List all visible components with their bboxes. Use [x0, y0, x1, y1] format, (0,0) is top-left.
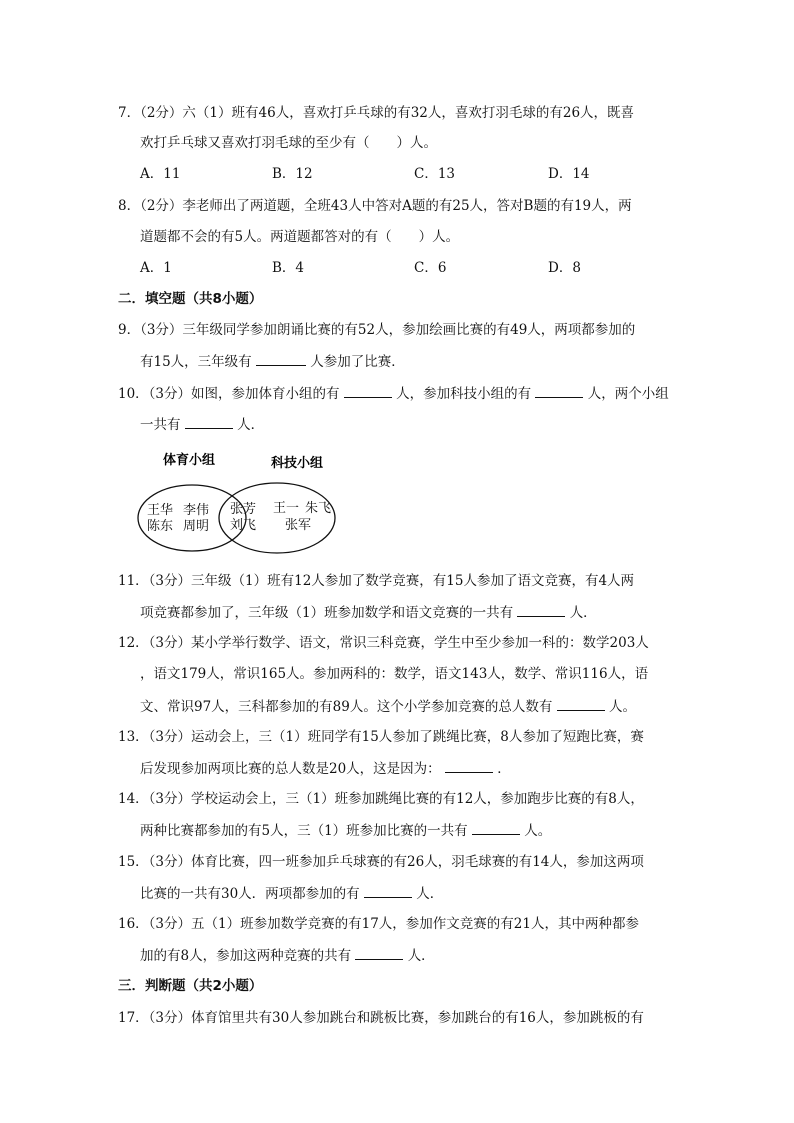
- answer-blank[interactable]: [364, 883, 412, 898]
- question-8-line-1: 8．（2分）李老师出了两道题，全班43人中答对A题的有25人，答对B题的有19人，两: [118, 198, 632, 214]
- section-heading-fill-in: 二．填空题（共8小题）: [118, 291, 263, 307]
- question-7-option-b: B．12: [272, 166, 313, 182]
- answer-blank[interactable]: [535, 383, 583, 398]
- question-7-line-2: 欢打乒乓球又喜欢打羽毛球的至少有（ ）人。: [140, 135, 437, 151]
- question-8-line-2: 道题都不会的有5人。两道题都答对的有（ ）人。: [140, 229, 460, 245]
- question-13-text-a: 后发现参加两项比赛的总人数是20人，这是因为：: [140, 761, 441, 777]
- question-16-line-1: 16．（3分）五（1）班参加数学竞赛的有17人，参加作文竞赛的有21人，其中两种都参: [118, 916, 639, 932]
- question-9-text-b: 人参加了比赛．: [310, 354, 405, 370]
- question-8-option-d: D．8: [548, 260, 581, 276]
- question-14-text-b: 人。: [524, 823, 552, 839]
- question-10-text-a: 10．（3分）如图，参加体育小组的有: [118, 386, 340, 402]
- question-7-line-1: 7．（2分）六（1）班有46人，喜欢打乒乓球的有32人，喜欢打羽毛球的有26人，既喜: [118, 105, 635, 121]
- question-7-option-d: D．14: [548, 166, 590, 182]
- venn-left-label: 体育小组: [163, 453, 216, 468]
- question-14-text-a: 两种比赛都参加的有5人，三（1）班参加比赛的一共有: [140, 823, 468, 839]
- answer-blank[interactable]: [557, 696, 605, 711]
- venn-name: 王华: [147, 503, 174, 518]
- question-8-option-b: B．4: [272, 260, 305, 276]
- venn-name: 周明: [183, 519, 210, 534]
- question-13-line-2: [140, 758, 511, 779]
- venn-name: 王一: [273, 501, 300, 516]
- question-16-text-b: 人．: [407, 948, 435, 964]
- venn-name: 陈东: [147, 519, 174, 534]
- venn-name: 朱飞: [305, 501, 332, 516]
- question-13-text-b: ．: [497, 761, 511, 777]
- question-10-text-d: 一共有: [140, 417, 181, 433]
- answer-blank[interactable]: [472, 820, 520, 835]
- question-14-line-2: [140, 820, 551, 841]
- venn-name: 李伟: [183, 503, 210, 518]
- question-17-line-1: 17．（3分）体育馆里共有30人参加跳台和跳板比赛，参加跳台的有16人，参加跳板的有: [118, 1010, 644, 1026]
- answer-blank[interactable]: [256, 351, 306, 366]
- question-11-line-2: [140, 602, 597, 623]
- question-10-text-b: 人，参加科技小组的有: [396, 386, 532, 402]
- question-16-line-2: [140, 945, 435, 966]
- venn-name: 张军: [285, 518, 312, 533]
- question-7-option-c: C．13: [414, 166, 456, 182]
- question-15-line-1: 15．（3分）体育比赛，四一班参加乒乓球赛的有26人，羽毛球赛的有14人，参加这两项: [118, 854, 644, 870]
- question-15-text-a: 比赛的一共有30人．两项都参加的有: [140, 886, 360, 902]
- question-12-line-2: ，语文179人，常识165人。参加两科的：数学，语文143人，数学、常识116人，语: [140, 666, 649, 682]
- question-12-line-1: 12．（3分）某小学举行数学、语文，常识三科竞赛，学生中至少参加一科的：数学203人: [118, 635, 649, 651]
- question-14-line-1: 14．（3分）学校运动会上，三（1）班参加跳绳比赛的有12人，参加跑步比赛的有8人，: [118, 791, 644, 807]
- section-heading-true-false: 三．判断题（共2小题）: [118, 978, 263, 994]
- answer-blank[interactable]: [517, 602, 565, 617]
- question-10-line-1: [118, 383, 669, 404]
- question-12-text-a: 文、常识97人，三科都参加的有89人。这个小学参加竞赛的总人数有: [140, 699, 553, 715]
- venn-diagram: [135, 450, 340, 560]
- answer-blank[interactable]: [445, 758, 493, 773]
- question-7-option-a: A．11: [140, 166, 181, 182]
- venn-name: 刘飞: [230, 518, 257, 533]
- question-11-line-1: 11．（3分）三年级（1）班有12人参加了数学竞赛，有15人参加了语文竞赛，有4人两: [118, 573, 635, 589]
- question-9-line-2: [140, 351, 405, 372]
- question-11-text-a: 项竞赛都参加了，三年级（1）班参加数学和语文竞赛的一共有: [140, 605, 514, 621]
- question-10-line-2: [140, 414, 264, 435]
- question-15-text-b: 人．: [416, 886, 444, 902]
- question-13-line-1: 13．（3分）运动会上，三（1）班同学有15人参加了跳绳比赛，8人参加了短跑比赛，赛: [118, 729, 644, 745]
- question-12-text-b: 人。: [608, 699, 636, 715]
- answer-blank[interactable]: [355, 945, 403, 960]
- answer-blank[interactable]: [344, 383, 392, 398]
- venn-right-label: 科技小组: [271, 456, 324, 471]
- question-10-text-c: 人，两个小组: [587, 386, 669, 402]
- venn-name: 张芳: [230, 502, 257, 517]
- question-8-option-a: A．1: [140, 260, 172, 276]
- answer-blank[interactable]: [185, 414, 233, 429]
- question-8-option-c: C．6: [414, 260, 447, 276]
- question-11-text-b: 人．: [569, 605, 597, 621]
- question-9-text-a: 有15人，三年级有: [140, 354, 252, 370]
- question-15-line-2: [140, 883, 443, 904]
- question-16-text-a: 加的有8人，参加这两种竞赛的共有: [140, 948, 352, 964]
- question-9-line-1: 9．（3分）三年级同学参加朗诵比赛的有52人，参加绘画比赛的有49人，两项都参加的: [118, 322, 636, 338]
- question-10-text-e: 人．: [237, 417, 265, 433]
- question-12-line-3: [140, 696, 636, 717]
